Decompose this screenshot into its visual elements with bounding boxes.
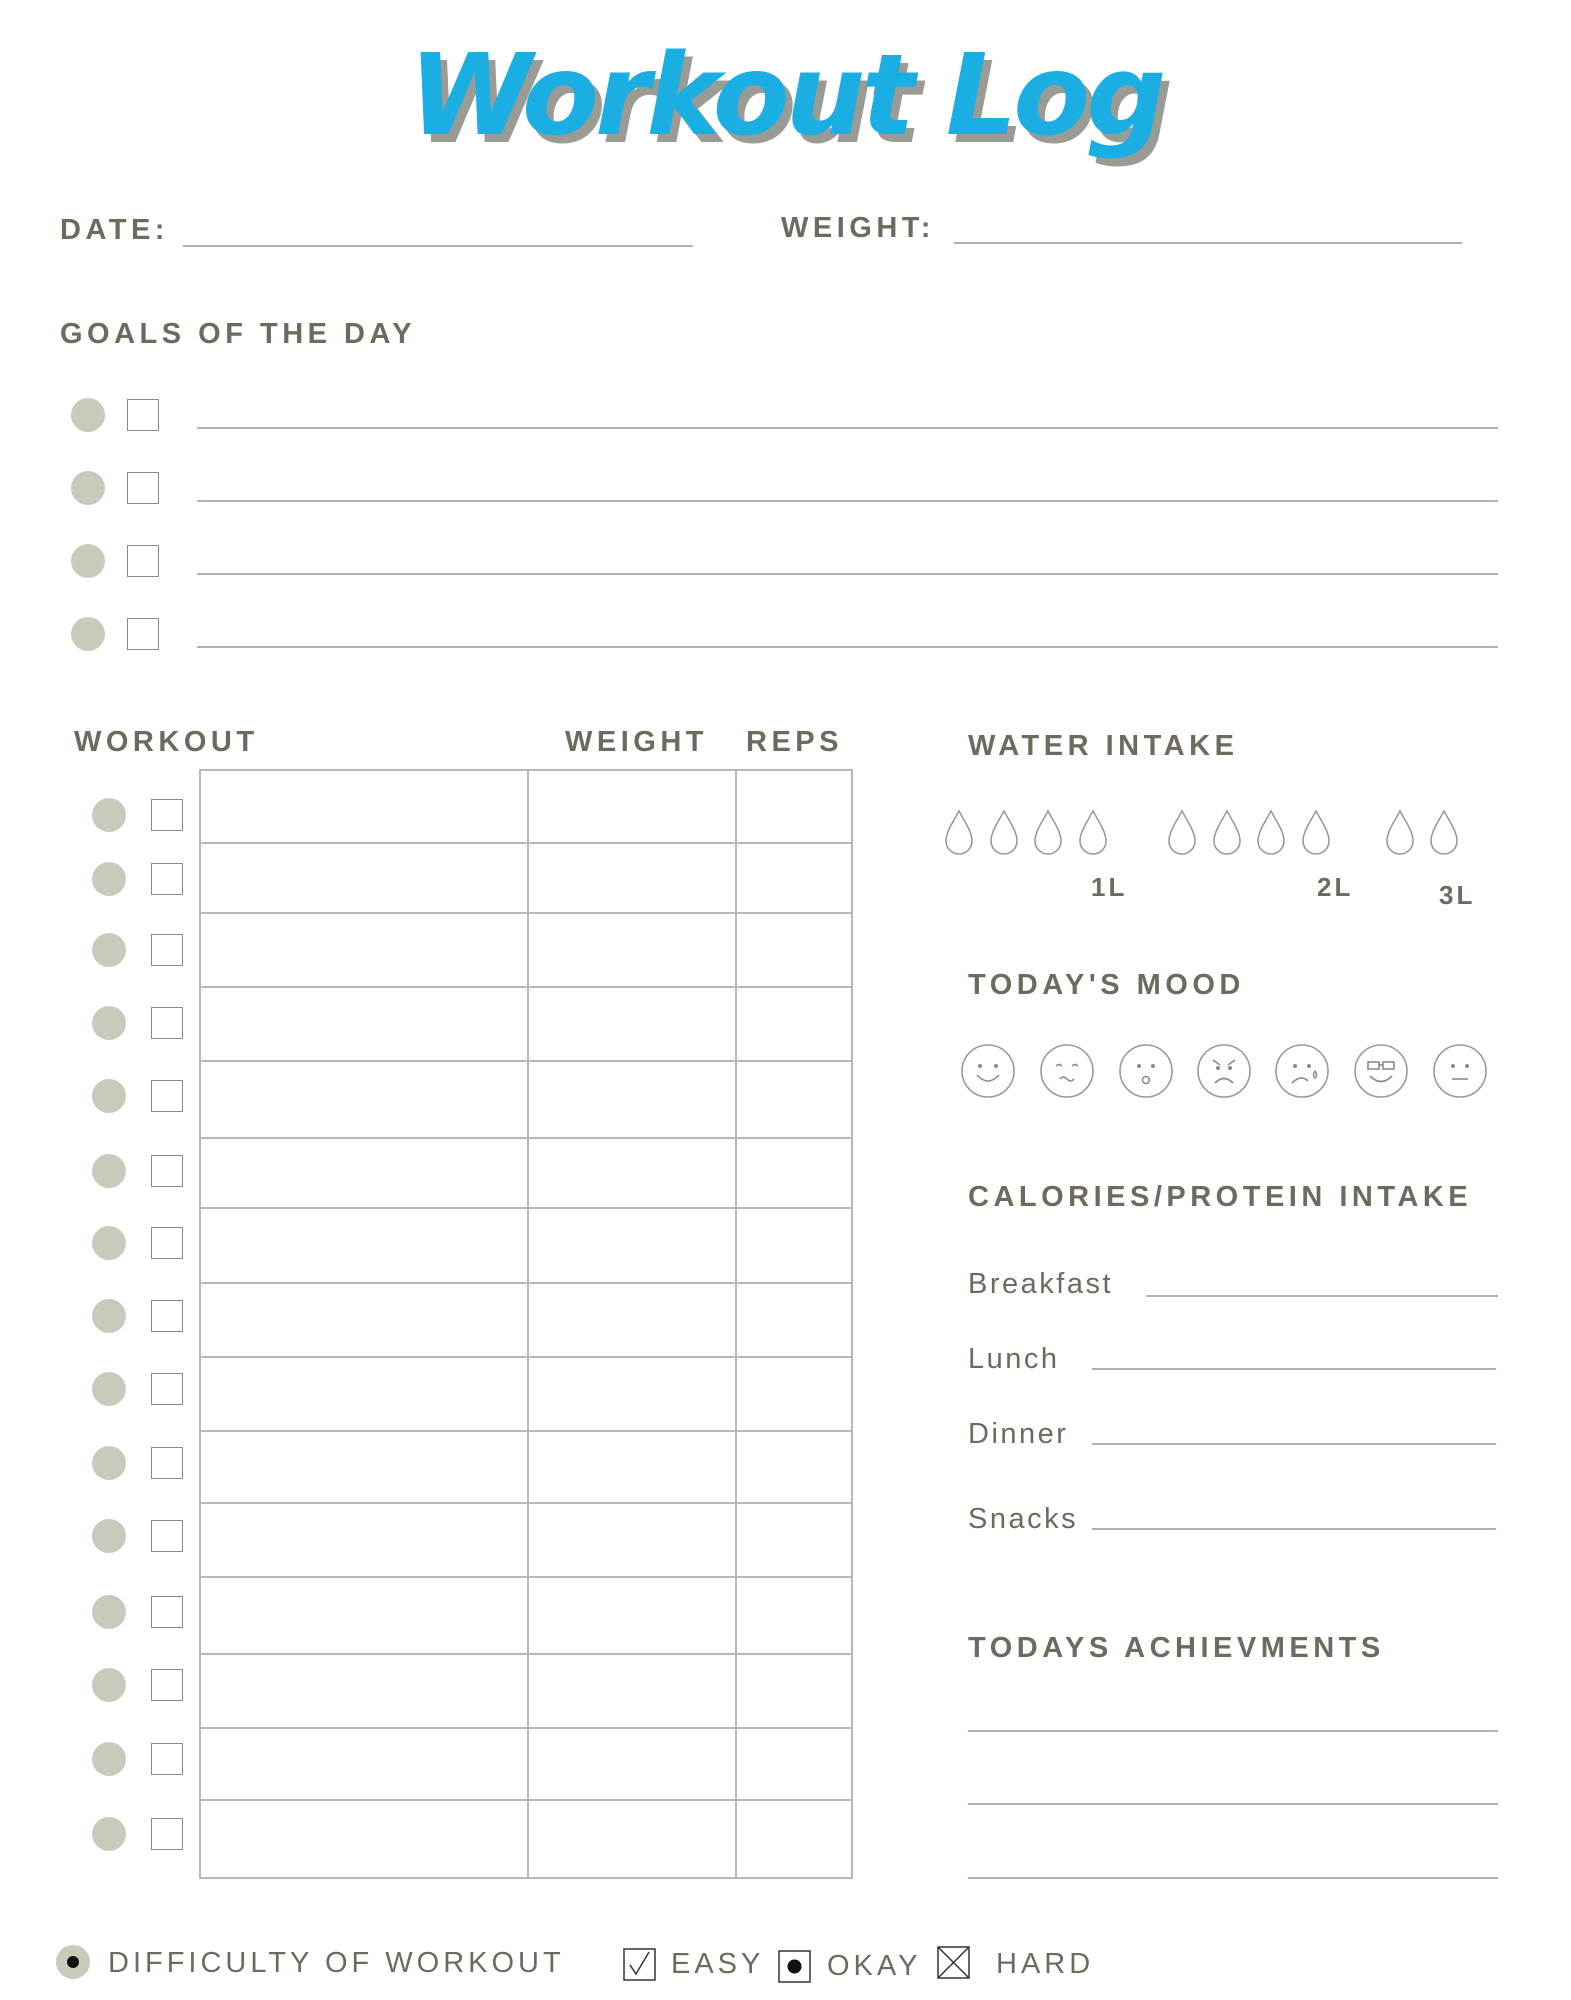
workout-checkbox[interactable] bbox=[151, 863, 183, 895]
goal-line[interactable] bbox=[197, 427, 1498, 429]
workout-checkbox[interactable] bbox=[151, 1447, 183, 1479]
reps-cell[interactable] bbox=[735, 1207, 851, 1282]
workout-bullet bbox=[92, 1299, 126, 1333]
workout-checkbox[interactable] bbox=[151, 1520, 183, 1552]
difficulty-label: DIFFICULTY OF WORKOUT bbox=[108, 1947, 565, 1979]
reps-cell[interactable] bbox=[735, 986, 851, 1060]
water-mark-3l: 3L bbox=[1439, 880, 1476, 910]
water-mark-1l: 1L bbox=[1091, 872, 1128, 902]
workout-checkbox[interactable] bbox=[151, 1818, 183, 1850]
goal-bullet bbox=[71, 398, 105, 432]
reps-cell[interactable] bbox=[735, 912, 851, 986]
weight-cell[interactable] bbox=[527, 1207, 735, 1282]
exercise-cell[interactable] bbox=[201, 986, 527, 1060]
reps-cell[interactable] bbox=[735, 1653, 851, 1727]
calories-heading: CALORIES/PROTEIN INTAKE bbox=[968, 1181, 1473, 1213]
neutral-face-icon[interactable] bbox=[1432, 1043, 1488, 1099]
okay-label: OKAY bbox=[827, 1950, 922, 1982]
water-drop-icon[interactable] bbox=[1254, 808, 1288, 858]
goal-bullet bbox=[71, 471, 105, 505]
water-drop-icon[interactable] bbox=[1383, 808, 1417, 858]
weight-cell[interactable] bbox=[527, 1137, 735, 1207]
weight-cell[interactable] bbox=[527, 1502, 735, 1576]
goal-line[interactable] bbox=[197, 573, 1498, 575]
water-heading: WATER INTAKE bbox=[968, 730, 1239, 762]
goal-bullet bbox=[71, 544, 105, 578]
exercise-cell[interactable] bbox=[201, 1207, 527, 1282]
weight-cell[interactable] bbox=[527, 1727, 735, 1799]
reps-cell[interactable] bbox=[735, 1727, 851, 1799]
water-drop-icon[interactable] bbox=[987, 808, 1021, 858]
happy-face-icon[interactable] bbox=[960, 1043, 1016, 1099]
exercise-cell[interactable] bbox=[201, 1799, 527, 1877]
workout-checkbox[interactable] bbox=[151, 1596, 183, 1628]
exercise-cell[interactable] bbox=[201, 1430, 527, 1502]
workout-bullet bbox=[92, 1226, 126, 1260]
workout-bullet bbox=[92, 1595, 126, 1629]
glasses-face-icon[interactable] bbox=[1353, 1043, 1409, 1099]
workout-checkbox[interactable] bbox=[151, 1007, 183, 1039]
workout-bullet bbox=[92, 933, 126, 967]
exercise-cell[interactable] bbox=[201, 771, 527, 842]
workout-checkbox[interactable] bbox=[151, 1669, 183, 1701]
weight-cell[interactable] bbox=[527, 842, 735, 912]
workout-checkbox[interactable] bbox=[151, 1080, 183, 1112]
hard-label: HARD bbox=[996, 1948, 1095, 1980]
exercise-cell[interactable] bbox=[201, 842, 527, 912]
reps-cell[interactable] bbox=[735, 771, 851, 842]
easy-label: EASY bbox=[671, 1948, 765, 1980]
date-label: DATE: bbox=[60, 214, 169, 246]
weight-cell[interactable] bbox=[527, 986, 735, 1060]
weight-label: WEIGHT: bbox=[781, 212, 935, 244]
workout-heading: WORKOUT bbox=[74, 726, 259, 758]
reps-cell[interactable] bbox=[735, 1137, 851, 1207]
water-drop-icon[interactable] bbox=[1427, 808, 1461, 858]
workout-bullet bbox=[92, 1154, 126, 1188]
workout-bullet bbox=[92, 1372, 126, 1406]
breakfast-field[interactable] bbox=[1146, 1295, 1498, 1297]
goal-checkbox[interactable] bbox=[127, 399, 159, 431]
filled-dot-icon bbox=[778, 1950, 811, 1983]
water-drop-icon[interactable] bbox=[1299, 808, 1333, 858]
goal-line[interactable] bbox=[197, 500, 1498, 502]
exercise-cell[interactable] bbox=[201, 1356, 527, 1430]
goal-line[interactable] bbox=[197, 646, 1498, 648]
water-mark-2l: 2L bbox=[1317, 872, 1354, 902]
weight-cell[interactable] bbox=[527, 912, 735, 986]
water-drop-icon[interactable] bbox=[942, 808, 976, 858]
workout-bullet bbox=[92, 1446, 126, 1480]
reps-cell[interactable] bbox=[735, 1430, 851, 1502]
exercise-cell[interactable] bbox=[201, 1653, 527, 1727]
workout-checkbox[interactable] bbox=[151, 1373, 183, 1405]
hard-checkbox[interactable] bbox=[937, 1946, 970, 1979]
reps-cell[interactable] bbox=[735, 1799, 851, 1877]
workout-bullet bbox=[92, 1519, 126, 1553]
dinner-field[interactable] bbox=[1092, 1443, 1496, 1445]
weight-cell[interactable] bbox=[527, 1799, 735, 1877]
exercise-cell[interactable] bbox=[201, 1137, 527, 1207]
exercise-cell[interactable] bbox=[201, 1502, 527, 1576]
achievement-line[interactable] bbox=[968, 1803, 1498, 1805]
content-face-icon[interactable] bbox=[1039, 1043, 1095, 1099]
workout-bullet bbox=[92, 1742, 126, 1776]
weight-column-heading: WEIGHT bbox=[565, 726, 708, 758]
goal-checkbox[interactable] bbox=[127, 545, 159, 577]
exercise-cell[interactable] bbox=[201, 1576, 527, 1653]
workout-bullet bbox=[92, 798, 126, 832]
surprised-face-icon[interactable] bbox=[1118, 1043, 1174, 1099]
water-drop-icon[interactable] bbox=[1210, 808, 1244, 858]
check-icon bbox=[623, 1948, 656, 1981]
weight-cell[interactable] bbox=[527, 771, 735, 842]
lunch-field[interactable] bbox=[1092, 1368, 1496, 1370]
reps-cell[interactable] bbox=[735, 1060, 851, 1137]
reps-column-heading: REPS bbox=[746, 726, 843, 758]
meal-label-breakfast: Breakfast bbox=[968, 1268, 1113, 1300]
date-field[interactable] bbox=[183, 245, 693, 247]
workout-bullet bbox=[92, 1668, 126, 1702]
water-drop-icon[interactable] bbox=[1076, 808, 1110, 858]
page-title: Workout Log bbox=[408, 31, 1163, 161]
workout-checkbox[interactable] bbox=[151, 1300, 183, 1332]
weight-field[interactable] bbox=[954, 242, 1462, 244]
workout-bullet bbox=[92, 1079, 126, 1113]
workout-checkbox[interactable] bbox=[151, 1227, 183, 1259]
workout-checkbox[interactable] bbox=[151, 799, 183, 831]
easy-checkbox[interactable] bbox=[623, 1948, 656, 1981]
achievement-line[interactable] bbox=[968, 1730, 1498, 1732]
goal-checkbox[interactable] bbox=[127, 472, 159, 504]
angry-face-icon[interactable] bbox=[1196, 1043, 1252, 1099]
workout-table bbox=[199, 769, 853, 1879]
reps-cell[interactable] bbox=[735, 842, 851, 912]
cross-icon bbox=[937, 1946, 970, 1979]
goals-heading: GOALS OF THE DAY bbox=[60, 318, 417, 350]
exercise-cell[interactable] bbox=[201, 1282, 527, 1356]
meal-label-snacks: Snacks bbox=[968, 1503, 1079, 1535]
exercise-cell[interactable] bbox=[201, 1727, 527, 1799]
workout-checkbox[interactable] bbox=[151, 1743, 183, 1775]
meal-label-lunch: Lunch bbox=[968, 1343, 1060, 1375]
goal-checkbox[interactable] bbox=[127, 618, 159, 650]
okay-checkbox[interactable] bbox=[778, 1950, 811, 1983]
reps-cell[interactable] bbox=[735, 1502, 851, 1576]
achievement-line[interactable] bbox=[968, 1877, 1498, 1879]
water-drop-icon[interactable] bbox=[1165, 808, 1199, 858]
weight-cell[interactable] bbox=[527, 1282, 735, 1356]
reps-cell[interactable] bbox=[735, 1576, 851, 1653]
achievements-heading: TODAYS ACHIEVMENTS bbox=[968, 1632, 1385, 1664]
reps-cell[interactable] bbox=[735, 1282, 851, 1356]
difficulty-bullet bbox=[56, 1945, 90, 1979]
weight-cell[interactable] bbox=[527, 1356, 735, 1430]
workout-checkbox[interactable] bbox=[151, 934, 183, 966]
workout-bullet bbox=[92, 862, 126, 896]
goal-bullet bbox=[71, 617, 105, 651]
reps-cell[interactable] bbox=[735, 1356, 851, 1430]
mood-heading: TODAY'S MOOD bbox=[968, 969, 1245, 1001]
workout-bullet bbox=[92, 1006, 126, 1040]
weight-cell[interactable] bbox=[527, 1576, 735, 1653]
exercise-cell[interactable] bbox=[201, 1060, 527, 1137]
weight-cell[interactable] bbox=[527, 1653, 735, 1727]
workout-checkbox[interactable] bbox=[151, 1155, 183, 1187]
exercise-cell[interactable] bbox=[201, 912, 527, 986]
workout-bullet bbox=[92, 1817, 126, 1851]
meal-label-dinner: Dinner bbox=[968, 1418, 1069, 1450]
weight-cell[interactable] bbox=[527, 1060, 735, 1137]
weight-cell[interactable] bbox=[527, 1430, 735, 1502]
snacks-field[interactable] bbox=[1092, 1528, 1496, 1530]
water-drop-icon[interactable] bbox=[1031, 808, 1065, 858]
crying-face-icon[interactable] bbox=[1274, 1043, 1330, 1099]
